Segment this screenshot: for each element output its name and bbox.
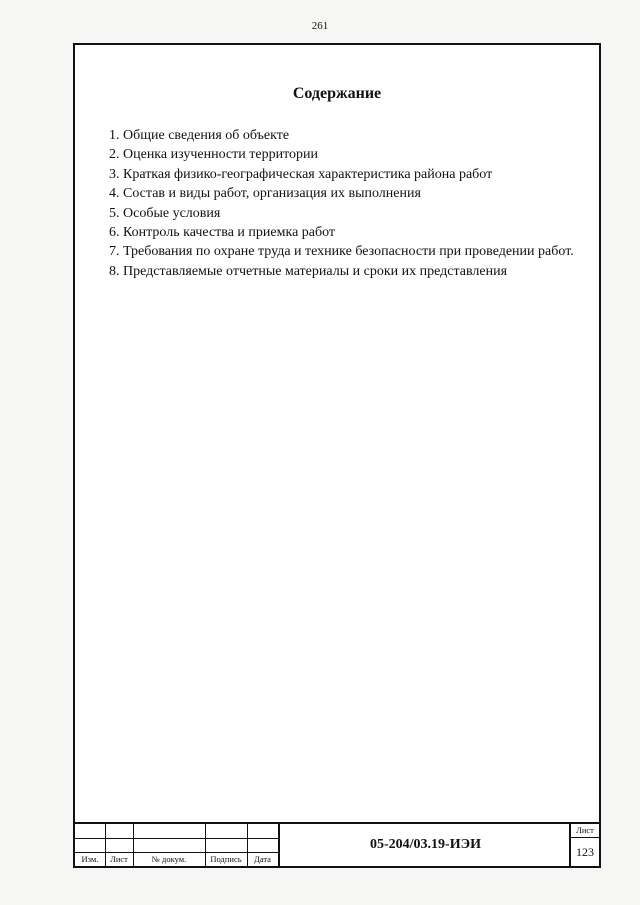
sheet-number: 123 bbox=[576, 845, 594, 859]
toc-item: 7. Требования по охране труда и технике безопасности при проведении работ. bbox=[109, 244, 574, 260]
toc-item: 1. Общие сведения об объекте bbox=[109, 128, 290, 143]
stamp-caption-sheet: Лист bbox=[110, 854, 128, 864]
stamp-grid bbox=[75, 824, 278, 866]
toc-item: 4. Состав и виды работ, организация их выполнения bbox=[109, 186, 421, 202]
title-block-stamp bbox=[75, 822, 599, 866]
table-of-contents bbox=[109, 126, 574, 281]
document-frame bbox=[73, 43, 601, 868]
toc-item: 8. Представляемые отчетные материалы и сроки их представления bbox=[109, 263, 508, 279]
sheet-box bbox=[569, 824, 599, 866]
stamp-caption-signature: Подпись bbox=[210, 854, 242, 864]
page-title: Содержание bbox=[292, 85, 382, 102]
toc-item: 2. Оценка изученности территории bbox=[109, 147, 318, 163]
toc-item: 5. Особые условия bbox=[109, 205, 221, 221]
stamp-caption-change: Изм. bbox=[81, 854, 99, 864]
sheet-label: Лист bbox=[571, 824, 599, 838]
toc-item: 6. Контроль качества и приемка работ bbox=[109, 225, 336, 241]
document-code: 05-204/03.19-ИЭИ bbox=[370, 837, 481, 852]
toc-item: 3. Краткая физико-географическая характеристика района работ bbox=[109, 166, 493, 182]
stamp-caption-date: Дата bbox=[254, 854, 271, 864]
stamp-caption-doc-number: № докум. bbox=[151, 854, 187, 864]
page-number: 261 bbox=[311, 20, 329, 32]
